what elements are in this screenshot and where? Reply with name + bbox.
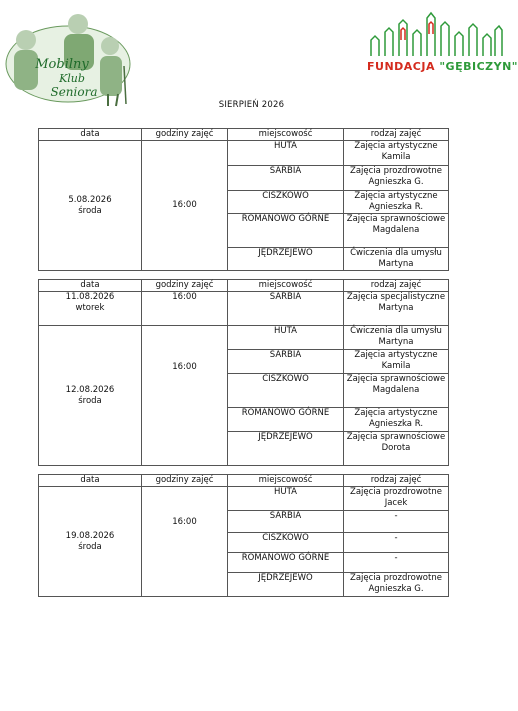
activity-cell: Ćwiczenia dla umysłu Martyna: [344, 248, 449, 271]
place-cell: SARBIA: [228, 350, 344, 374]
activity-cell: Zajęcia prozdrowotne Jacek: [344, 487, 449, 511]
time-cell: 16:00: [142, 326, 228, 466]
header-activity: rodzaj zajęć: [344, 475, 449, 487]
place-cell: SARBIA: [228, 166, 344, 191]
schedule-table-3: [38, 474, 449, 597]
svg-text:Mobilny: Mobilny: [35, 57, 89, 72]
header-place: miejscowość: [228, 280, 344, 292]
activity-cell: Zajęcia sprawnościowe Magdalena: [344, 374, 449, 408]
svg-text:Klub: Klub: [59, 72, 85, 85]
fundacja-gebiczyn-logo: [365, 10, 518, 80]
mobilny-klub-seniora-logo: [0, 6, 135, 108]
activity-cell: Zajęcia prozdrowotne Agnieszka G.: [344, 166, 449, 191]
table-header: [39, 129, 449, 141]
header-place: miejscowość: [228, 129, 344, 141]
table-row: [39, 292, 449, 326]
activity-cell: Zajęcia sprawnościowe Dorota: [344, 432, 449, 466]
place-cell: JĘDRZEJEWO: [228, 432, 344, 466]
header-hours: godziny zajęć: [142, 280, 228, 292]
place-cell: CISZKOWO: [228, 191, 344, 214]
schedule-table-1: [38, 128, 449, 271]
place-cell: HUTA: [228, 487, 344, 511]
table-header: [39, 475, 449, 487]
date-cell: 19.08.2026 środa: [39, 487, 142, 597]
activity-cell: Ćwiczenia dla umysłu Martyna: [344, 326, 449, 350]
table-row: [39, 141, 449, 166]
schedule-table-2: [38, 279, 449, 466]
activity-cell: -: [344, 553, 449, 573]
place-cell: ROMANOWO GÓRNE: [228, 214, 344, 248]
place-cell: CISZKOWO: [228, 374, 344, 408]
table-row: [39, 487, 449, 511]
place-cell: JĘDRZEJEWO: [228, 573, 344, 597]
header-activity: rodzaj zajęć: [344, 129, 449, 141]
activity-cell: -: [344, 533, 449, 553]
table-header: [39, 280, 449, 292]
activity-cell: -: [344, 511, 449, 533]
header-date: data: [39, 475, 142, 487]
activity-cell: Zajęcia artystyczne Agnieszka R.: [344, 191, 449, 214]
activity-cell: Zajęcia specjalistyczne Martyna: [344, 292, 449, 326]
header-activity: rodzaj zajęć: [344, 280, 449, 292]
activity-cell: Zajęcia sprawnościowe Magdalena: [344, 214, 449, 248]
activity-cell: Zajęcia artystyczne Kamila: [344, 141, 449, 166]
date-cell: 5.08.2026 środa: [39, 141, 142, 271]
date-cell: 12.08.2026 środa: [39, 326, 142, 466]
table-row: [39, 326, 449, 350]
header-date: data: [39, 129, 142, 141]
time-cell: 16:00: [142, 292, 228, 326]
place-cell: HUTA: [228, 326, 344, 350]
activity-cell: Zajęcia artystyczne Agnieszka R.: [344, 408, 449, 432]
place-cell: CISZKOWO: [228, 533, 344, 553]
place-cell: SARBIA: [228, 511, 344, 533]
month-title: SIERPIEŃ 2026: [218, 100, 285, 110]
header-hours: godziny zajęć: [142, 129, 228, 141]
fundacja-brand-text: FUNDACJA "GĘBICZYN": [367, 60, 518, 73]
time-cell: 16:00: [142, 141, 228, 271]
place-cell: ROMANOWO GÓRNE: [228, 553, 344, 573]
header-place: miejscowość: [228, 475, 344, 487]
header-hours: godziny zajęć: [142, 475, 228, 487]
activity-cell: Zajęcia prozdrowotne Agnieszka G.: [344, 573, 449, 597]
svg-text:Seniora: Seniora: [50, 85, 98, 99]
header-date: data: [39, 280, 142, 292]
date-cell: 11.08.2026 wtorek: [39, 292, 142, 326]
place-cell: JĘDRZEJEWO: [228, 248, 344, 271]
place-cell: HUTA: [228, 141, 344, 166]
activity-cell: Zajęcia artystyczne Kamila: [344, 350, 449, 374]
time-cell: 16:00: [142, 487, 228, 597]
place-cell: ROMANOWO GÓRNE: [228, 408, 344, 432]
place-cell: SARBIA: [228, 292, 344, 326]
